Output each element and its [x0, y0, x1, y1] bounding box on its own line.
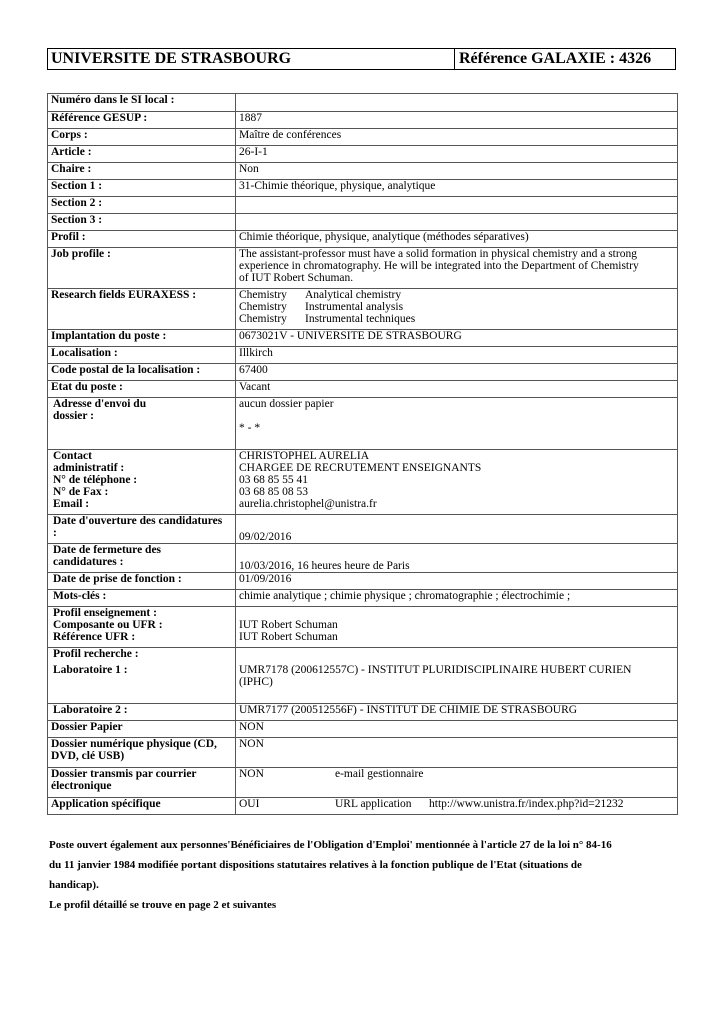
- adresse-label-line: Adresse d'envoi du: [53, 398, 147, 410]
- adresse-spacer: [239, 410, 675, 422]
- euraxess-item: [239, 289, 675, 301]
- profil-label: Profil :: [48, 231, 236, 248]
- adresse-line: aucun dossier papier: [239, 398, 334, 410]
- university-name: UNIVERSITE DE STRASBOURG: [48, 49, 455, 69]
- implantation-label: Implantation du poste :: [48, 330, 236, 347]
- dossier-numerique-label-line: Dossier numérique physique (CD,: [51, 738, 217, 750]
- footer-line: du 11 janvier 1984 modifiée portant dispositions statutaires relatives à la fonction publique de l'Etat (situations de: [49, 859, 582, 871]
- adresse-label: [48, 398, 236, 450]
- table-row: [48, 214, 678, 231]
- article-label: Article :: [48, 146, 236, 163]
- mots-cles-label: Mots-clés :: [48, 590, 236, 607]
- ouverture-label: [48, 515, 236, 544]
- localisation-value: Illkirch: [236, 347, 678, 364]
- table-row: [48, 738, 678, 768]
- si-local-value: [236, 94, 678, 112]
- footer-line: handicap).: [49, 879, 99, 891]
- labo2-label: Laboratoire 2 :: [48, 704, 236, 721]
- profil-enseignement-label-line: Référence UFR :: [53, 631, 136, 643]
- job-profile-line: of IUT Robert Schuman.: [239, 272, 354, 284]
- ouverture-label-line: :: [53, 527, 57, 539]
- contact-label-line: Email :: [53, 498, 90, 510]
- table-row: [48, 330, 678, 347]
- euraxess-subfield: Analytical chemistry: [305, 289, 402, 301]
- fermeture-label: [48, 544, 236, 573]
- implantation-value: 0673021V - UNIVERSITE DE STRASBOURG: [236, 330, 678, 347]
- application-answer: OUI: [239, 798, 260, 810]
- adresse-value: [236, 398, 678, 450]
- table-row: [48, 381, 678, 398]
- composante-value: IUT Robert Schuman: [239, 619, 338, 631]
- labo2-value: UMR7177 (200512556F) - INSTITUT DE CHIMIE DE STRASBOURG: [236, 704, 678, 721]
- footer-notice: [49, 835, 679, 915]
- labo1-label: Laboratoire 1 :: [53, 664, 128, 676]
- section1-value: 31-Chimie théorique, physique, analytique: [236, 180, 678, 197]
- table-row: [48, 398, 678, 450]
- dossier-courrier-label: [48, 768, 236, 798]
- profil-value: Chimie théorique, physique, analytique (méthodes séparatives): [236, 231, 678, 248]
- table-row: [48, 231, 678, 248]
- chaire-value: Non: [236, 163, 678, 180]
- euraxess-value: [236, 289, 678, 330]
- euraxess-item: [239, 301, 675, 313]
- dossier-numerique-label-line: DVD, clé USB): [51, 750, 125, 762]
- table-row: [48, 146, 678, 163]
- job-profile-line: The assistant-professor must have a solid formation in physical chemistry and a strong: [239, 248, 637, 260]
- dossier-courrier-value: [236, 768, 678, 798]
- table-row: [48, 197, 678, 214]
- application-label: Application spécifique: [48, 798, 236, 815]
- application-url-link[interactable]: http://www.unistra.fr/index.php?id=21232: [429, 798, 624, 810]
- ouverture-value: 09/02/2016: [236, 515, 678, 544]
- section3-label: Section 3 :: [48, 214, 236, 231]
- adresse-label-line: dossier :: [53, 410, 94, 422]
- table-row: [48, 607, 678, 648]
- gesup-label: Référence GESUP :: [48, 112, 236, 129]
- euraxess-field: Chemistry: [239, 289, 287, 301]
- section2-value: [236, 197, 678, 214]
- footer-line: Le profil détaillé se trouve en page 2 et suivantes: [49, 899, 277, 911]
- table-row: [48, 573, 678, 590]
- job-profile-label: Job profile :: [48, 248, 236, 289]
- job-profile-line: experience in chromatography. He will be integrated into the Department of Chemistry: [239, 260, 639, 272]
- contact-name: CHRISTOPHEL AURELIA: [239, 450, 370, 462]
- table-row: [48, 590, 678, 607]
- profil-enseignement-line: [239, 607, 675, 619]
- dossier-courrier-label-line: électronique: [51, 780, 112, 792]
- section3-value: [236, 214, 678, 231]
- labo1-line: (IPHC): [239, 676, 273, 688]
- profil-enseignement-label-line: Profil enseignement :: [53, 607, 157, 619]
- euraxess-subfield: Instrumental analysis: [305, 301, 404, 313]
- prise-fonction-label: Date de prise de fonction :: [48, 573, 236, 590]
- table-row: [48, 163, 678, 180]
- table-row: [48, 450, 678, 515]
- email-gestionnaire: e-mail gestionnaire: [335, 768, 424, 780]
- contact-label-line: Contact: [53, 450, 92, 462]
- si-local-label: Numéro dans le SI local :: [48, 94, 236, 112]
- profil-enseignement-value: [236, 607, 678, 648]
- chaire-label: Chaire :: [48, 163, 236, 180]
- code-postal-label: Code postal de la localisation :: [48, 364, 236, 381]
- fermeture-label-line: candidatures :: [53, 556, 124, 568]
- corps-label: Corps :: [48, 129, 236, 146]
- contact-value: [236, 450, 678, 515]
- profil-enseignement-label: [48, 607, 236, 648]
- etat-value: Vacant: [236, 381, 678, 398]
- contact-label: [48, 450, 236, 515]
- profil-recherche-label: [48, 648, 236, 704]
- table-row: [48, 544, 678, 573]
- corps-value: Maître de conférences: [236, 129, 678, 146]
- contact-fax: 03 68 85 08 53: [239, 486, 308, 498]
- dossier-papier-label: Dossier Papier: [48, 721, 236, 738]
- profil-enseignement-label-line: Composante ou UFR :: [53, 619, 163, 631]
- dossier-numerique-label: [48, 738, 236, 768]
- gesup-value: 1887: [236, 112, 678, 129]
- contact-email: aurelia.christophel@unistra.fr: [239, 498, 377, 510]
- adresse-line: * - *: [239, 422, 261, 434]
- contact-label-line: administratif :: [53, 462, 125, 474]
- ouverture-label-line: Date d'ouverture des candidatures: [53, 515, 223, 527]
- section2-label: Section 2 :: [48, 197, 236, 214]
- fermeture-value: 10/03/2016, 16 heures heure de Paris: [236, 544, 678, 573]
- table-row: [48, 94, 678, 112]
- profil-recherche-title: Profil recherche :: [53, 648, 139, 660]
- contact-phone: 03 68 85 55 41: [239, 474, 308, 486]
- prise-fonction-value: 01/09/2016: [236, 573, 678, 590]
- euraxess-field: Chemistry: [239, 313, 287, 325]
- article-value: 26-I-1: [236, 146, 678, 163]
- dossier-papier-value: NON: [236, 721, 678, 738]
- contact-label-line: N° de téléphone :: [53, 474, 138, 486]
- table-row: [48, 768, 678, 798]
- galaxie-reference: Référence GALAXIE : 4326: [459, 50, 652, 67]
- table-row: [48, 289, 678, 330]
- euraxess-field: Chemistry: [239, 301, 287, 313]
- table-row: [48, 129, 678, 146]
- table-row: [48, 798, 678, 815]
- table-row: [48, 248, 678, 289]
- dossier-numerique-value: NON: [236, 738, 678, 768]
- table-row: [48, 112, 678, 129]
- euraxess-subfield: Instrumental techniques: [305, 313, 416, 325]
- table-row: [48, 364, 678, 381]
- euraxess-item: [239, 313, 675, 325]
- mots-cles-value: chimie analytique ; chimie physique ; chromatographie ; électrochimie ;: [236, 590, 678, 607]
- footer-line: Poste ouvert également aux personnes'Bénéficiaires de l'Obligation d'Emploi' mentionnée à l'article 27 de la loi n° 84-16: [49, 839, 612, 851]
- table-row: [48, 648, 678, 704]
- table-row: [48, 704, 678, 721]
- table-row: [48, 180, 678, 197]
- code-postal-value: 67400: [236, 364, 678, 381]
- fermeture-label-line: Date de fermeture des: [53, 544, 162, 556]
- table-row: [48, 347, 678, 364]
- dossier-courrier-answer: NON: [239, 768, 264, 780]
- url-application-label: URL application: [335, 798, 412, 810]
- euraxess-label: Research fields EURAXESS :: [48, 289, 236, 330]
- labo1-value: [236, 648, 678, 704]
- application-value: [236, 798, 678, 815]
- table-row: [48, 721, 678, 738]
- dossier-courrier-label-line: Dossier transmis par courrier: [51, 768, 197, 780]
- contact-role: CHARGEE DE RECRUTEMENT ENSEIGNANTS: [239, 462, 482, 474]
- table-row: [48, 515, 678, 544]
- localisation-label: Localisation :: [48, 347, 236, 364]
- section1-label: Section 1 :: [48, 180, 236, 197]
- job-profile-value: [236, 248, 678, 289]
- reference-ufr-value: IUT Robert Schuman: [239, 631, 338, 643]
- labo1-line: UMR7178 (200612557C) - INSTITUT PLURIDISCIPLINAIRE HUBERT CURIEN: [239, 664, 632, 676]
- labo1-spacer: [239, 648, 675, 664]
- job-posting-table: [47, 93, 678, 815]
- document-header: [47, 48, 676, 70]
- etat-label: Etat du poste :: [48, 381, 236, 398]
- contact-label-line: N° de Fax :: [53, 486, 109, 498]
